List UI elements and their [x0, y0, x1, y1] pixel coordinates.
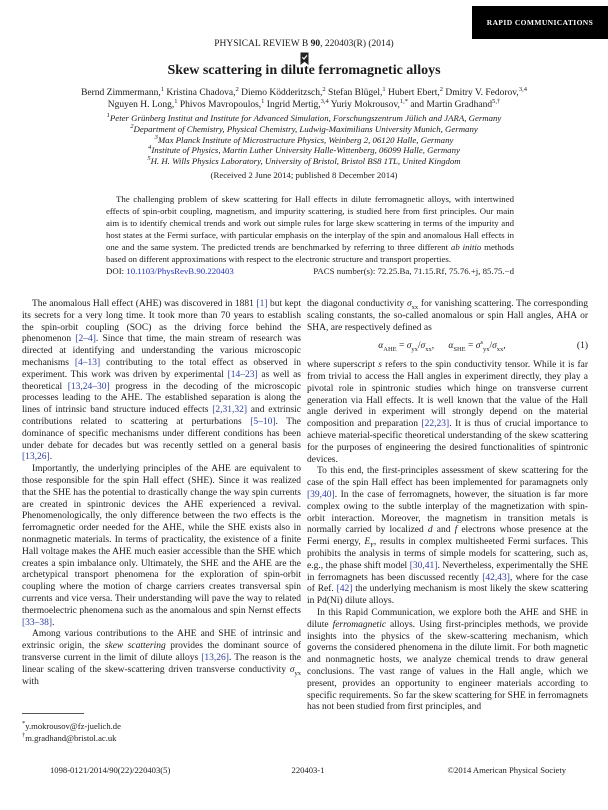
paragraph: The anomalous Hall effect (AHE) was discovered in 1881 [1] but kept its secrets for a very long time. It took more than 70 years to establish the spin-orbit coupling (SOC) as the driving force behind the phenomenon [2–4]. Since that time, the main stream of research was directed at identifying and understanding the various microscopic mechanisms [4–13] contributing to the total effect as observed in experiment. This work was driven by experimental [14–23] as well as theoretical [13,24–30] progress in the decoding of the microscopic processes leading to the AHE. The established separation is along the lines of intrinsic band structure induced effects [2,31,32] and extrinsic contributions related to scattering at perturbations [5–10]. The dominance of specific mechanisms under different conditions has been under debate for decades but was recently settled on a general basis [13,26]. — [22, 299, 301, 463]
equation-body: $\alpha_{AHE} = \sigma_{yx}/\sigma_{xx}$, $\alpha_{SHE} = \sigma^s_{yx}/\sigma_{xx}$, — [378, 339, 506, 354]
pacs-value: 72.25.Ba, 71.15.Rf, 75.76.+j, 85.75.−d — [377, 266, 514, 276]
citation-link[interactable]: [2–4] — [75, 334, 96, 345]
equation-1 — [307, 341, 588, 353]
affiliation-5: $^5$H. H. Wills Physics Laboratory, University of Bristol, Bristol BS8 1TL, United Kingdom — [147, 155, 461, 167]
citation-link[interactable]: [2,31,32] — [212, 405, 248, 416]
left-column — [22, 299, 301, 688]
affiliation-4: $^4$Institute of Physics, Martin Luther University Halle-Wittenberg, 06099 Halle, Germany — [148, 144, 460, 156]
citation-link[interactable]: [5–10] — [250, 416, 276, 427]
doi — [106, 266, 234, 276]
page-number: 220403-1 — [291, 765, 325, 775]
paragraph: the diagonal conductivity $\sigma_{xx}$ for vanishing scattering. The corresponding scaling constants, the so-called anomalous or spin Hall angles, AHA or SHA, are respectively defined as — [307, 299, 588, 333]
paragraph: where superscript s refers to the spin conductivity tensor. While it is far from trivial to access the Hall angles in experiment directly, they play a pivotal role in spintronic studies which hinge on transverse current generation via Hall effects. It is well known that the value of the Hall angle derived in experiment will strongly depend on the material composition and preparation [22,23]. It is thus of crucial importance to achieve material-specific theoretical understanding of the skew scattering for the purposes of engineering the desired functionalities of spintronic devices. — [307, 360, 589, 465]
affiliation-3: $^3$Max Planck Institute of Microstructure Physics, Weinberg 2, 06120 Halle, Germany — [154, 133, 454, 145]
author-list — [0, 85, 608, 111]
citation-link[interactable]: [42,43] — [482, 572, 510, 583]
citation-link[interactable]: [30,41] — [409, 560, 438, 571]
doi-label: DOI: — [106, 266, 125, 276]
citation-link[interactable]: [39,40] — [307, 489, 335, 500]
issn-code: 1098-0121/2014/90(22)/220403(5) — [50, 765, 171, 775]
received-line: (Received 2 June 2014; published 8 December 2014) — [210, 169, 398, 180]
footnotes — [22, 713, 301, 744]
affiliations-block — [0, 113, 608, 181]
pacs-label: PACS number(s): — [313, 266, 376, 276]
paragraph: Among various contributions to the AHE and SHE of intrinsic and extrinsic origin, the skew scattering provides the dominant source of transverse current in the limit of dilute alloys [13,26]. The reason is the linear scaling of the skew-scattering driven transverse conductivity $\sigma_{yx}$ with — [22, 629, 301, 687]
authors-line-1: Bernd Zimmermann,$^1$ Kristina Chadova,$^2$ Diemo Ködderitzsch,$^2$ Stefan Blügel,$^1$ Hubert Ebert,$^2$ Dmitry V. Fedorov,$^{3,4}$ — [81, 85, 527, 98]
authors-line-2: Nguyen H. Long,$^1$ Phivos Mavropoulos,$^1$ Ingrid Mertig,$^{3,4}$ Yuriy Mokrousov,$^{1,*}$ and Martin Gradhand$^{5,\dagger}$ — [107, 97, 501, 110]
affiliation-2: $^2$Department of Chemistry, Physical Chemistry, Ludwig-Maximilians University Munich, Germany — [130, 122, 478, 134]
footnote-divider — [22, 713, 84, 714]
journal-header: PHYSICAL REVIEW B 90, 220403(R) (2014) — [214, 39, 394, 49]
citation-link[interactable]: [13,26] — [201, 652, 229, 663]
copyright: ©2014 American Physical Society — [447, 765, 566, 775]
citation-link[interactable]: [14–23] — [227, 369, 258, 380]
abstract: The challenging problem of skew scattering for Hall effects in dilute ferromagnetic alloys, with intertwined effects of spin-orbit coupling, magnetism, and impurity scattering, is studied here from first principles. Our main aim is to identify chemical trends and work out simple rules for large skew scattering in terms of the impurity and host states at the Fermi surface, with particular emphasis on the interplay of the spin and anomalous Hall effects in one and the same system. The predicted trends are benchmarked by referring to three different ab initio methods based on different approximations with respect to the electronic structure and transport properties. — [106, 194, 514, 264]
footnote-email-2: †m.gradhand@bristol.ac.uk — [22, 731, 117, 743]
footnote-email-1: *y.mokrousov@fz-juelich.de — [22, 720, 121, 731]
citation-link[interactable]: [42] — [336, 584, 353, 595]
rapid-communications-label: RAPID COMMUNICATIONS — [486, 18, 594, 27]
doi-link[interactable]: 10.1103/PhysRevB.90.220403 — [126, 266, 234, 276]
rapid-communications-badge — [472, 6, 608, 39]
affiliation-1: $^1$Peter Grünberg Institut and Institute for Advanced Simulation, Forschungszentrum Jülich and JARA, Germany — [106, 112, 502, 123]
page-footer — [50, 765, 566, 775]
equation-number: (1) — [576, 341, 588, 352]
paragraph: In this Rapid Communication, we explore both the AHE and SHE in dilute ferromagnetic alloys. Using first-principles methods, we provide insights into the physics of the skew-scattering mechanism, which governs the considered phenomena in the dilute limit. For both magnetic and nonmagnetic hosts, we analyze chemical trends to draw general conclusions. The vast range of values in the Hall angle, which we present, provides an opportunity to engineer materials according to specific requirements. So far the skew scattering for SHE in ferromagnets has not been studied from first principles, and — [307, 607, 589, 713]
citation-link[interactable]: [13,24–30] — [67, 381, 110, 392]
doi-pacs-row — [106, 266, 514, 276]
right-column — [307, 299, 588, 714]
citation-link[interactable]: [13,26] — [22, 452, 50, 463]
paper-title: Skew scattering in dilute ferromagnetic alloys — [167, 63, 441, 78]
citation-link[interactable]: [33–38] — [22, 617, 53, 628]
citation-link[interactable]: [22,23] — [421, 419, 450, 430]
citation-link[interactable]: [4–13] — [74, 357, 101, 368]
citation-link[interactable]: [1] — [256, 299, 268, 309]
paragraph: To this end, the first-principles assessment of skew scattering for the case of the spin Hall effect has been implemented for paramagnets only [39,40]. In the case of ferromagnets, however, the situation is far more complex owing to the subtle interplay of the magnetization with spin-orbit interaction. Moreover, the magnetism in transition metals is normally carried by localized d and f electrons whose presence at the Fermi energy, $E_F$, results in complex multisheeted Fermi surfaces. This prohibits the analysis in terms of simple models for scattering, such as, e.g., the phase shift model [30,41]. Nevertheless, experimentally the SHE in ferromagnets has been discussed recently [42,43], where for the case of Ref. [42] the underlying mechanism is most likely the skew scattering in Pd(Ni) dilute alloys. — [307, 466, 589, 607]
pacs — [313, 266, 514, 276]
paragraph: Importantly, the underlying principles of the AHE are equivalent to those responsible for the spin Hall effect (SHE). Since it was realized that the SHE has the potential to drastically change the way spin currents are created in spintronic devices the AHE experienced a revival. Phenomenologically, the only difference between the two effects is the ferromagnetic order needed for the AHE, while the SHE exists also in nonmagnetic materials. In terms of practicality, the existence of a finite Hall voltage makes the AHE much easier accessible than the SHE which creates a spin imbalance only. Ultimately, the SHE and the AHE are the archetypical transport phenomena for the exploration of spin-orbit coupling where the motion of charge carriers creates transversal spin currents and vice versa. Their understanding will pave the way to related thermoelectric phenomena such as the anomalous and spin Nernst effects [33–38]. — [22, 464, 301, 628]
